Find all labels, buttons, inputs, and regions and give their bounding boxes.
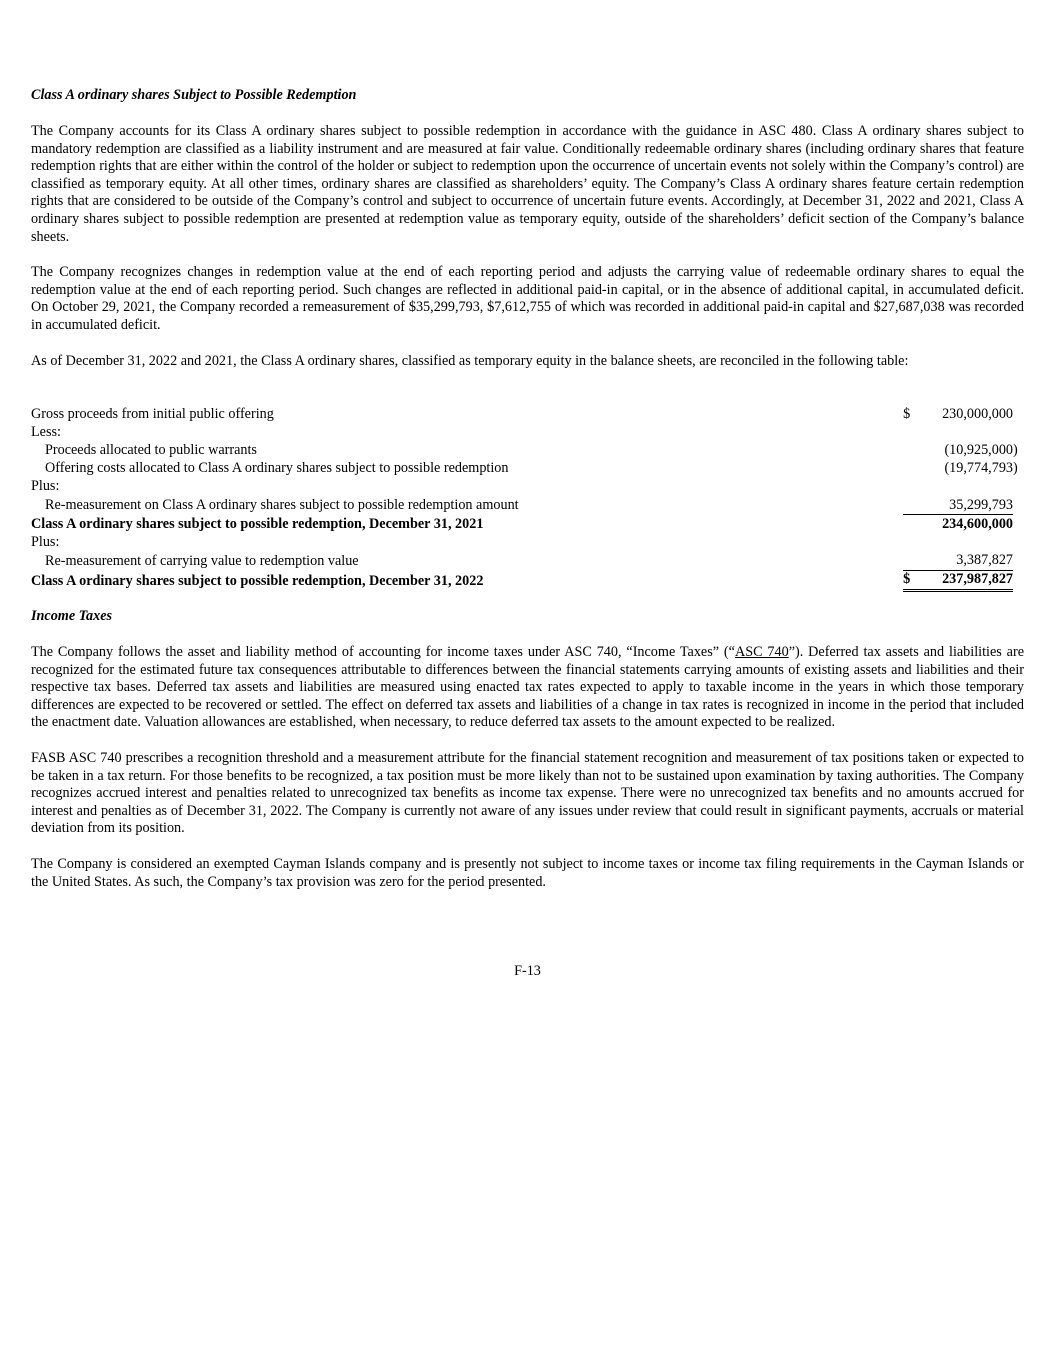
- row-value: (10,925,000: [944, 442, 1014, 459]
- row-dollar-sign: [903, 552, 933, 571]
- page-number: F-13: [514, 963, 541, 979]
- row-dollar-sign: [903, 515, 933, 534]
- row-label: Re-measurement on Class A ordinary shares subject to possible redemption amount: [45, 497, 519, 514]
- row-dollar-sign: [903, 442, 933, 460]
- table-row: [31, 405, 1024, 423]
- row-dollar-sign: [903, 423, 933, 441]
- table-row: [31, 460, 1024, 478]
- paragraph-fasb-recognition: FASB ASC 740 prescribes a recognition threshold and a measurement attribute for the financial statement recognition and measurement of tax positions taken or expected to be taken in a tax return. For those benefits to be recognized, a tax position must be more likely than not to be sustained upon examination by taxing authorities. The Company recognizes accrued interest and penalties related to unrecognized tax benefits as income tax expense. There were no unrecognized tax benefits and no amounts accrued for interest and penalties as of December 31, 2022. The Company is currently not aware of any issues under review that could result in significant payments, accruals or material deviation from its position.: [31, 749, 1024, 837]
- asc740-text-after: ”). Deferred tax assets and liabilities are recognized for the estimated future tax consequences attributable to differences between the financial statements carrying amounts of existing assets and liabilities and their respective tax bases. Deferred tax assets and liabilities are measured using enacted tax rates expected to apply to taxable income in the years in which those temporary differences are expected to be recovered or settled. The effect on deferred tax assets and liabilities of a change in tax rates is recognized in income in the period that included the enactment date. Valuation allowances are established, when necessary, to reduce deferred tax assets to the amount expected to be realized.: [31, 644, 1025, 731]
- section-heading-income-taxes: Income Taxes: [31, 608, 113, 624]
- row-paren: [1013, 496, 1024, 515]
- table-row: [31, 478, 1024, 496]
- row-value: 35,299,793: [933, 496, 1013, 515]
- row-dollar-sign: [903, 478, 933, 496]
- row-value: 3,387,827: [933, 552, 1013, 571]
- row-label: Proceeds allocated to public warrants: [45, 442, 257, 459]
- paragraph-redemption-accounting: The Company accounts for its Class A ordinary shares subject to possible redemption in accordance with the guidance in ASC 480. Class A ordinary shares subject to mandatory redemption are classified as a liability instrument and are measured at fair value. Conditionally redeemable ordinary shares (including ordinary shares that feature redemption rights that are either within the control of the holder or subject to redemption upon the occurrence of uncertain events not solely within the Company’s control) are classified as temporary equity. At all other times, ordinary shares are classified as shareholders’ equity. The Company’s Class A ordinary shares feature certain redemption rights that are considered to be outside of the Company’s control and subject to occurrence of uncertain future events. Accordingly, at December 31, 2022 and 2021, Class A ordinary shares subject to possible redemption are presented at redemption value as temporary equity, outside of the shareholders’ deficit section of the Company’s balance sheets.: [31, 123, 1024, 245]
- row-paren: [1013, 533, 1024, 551]
- row-value: 237,987,827: [933, 570, 1013, 590]
- table-row: [31, 533, 1024, 551]
- row-dollar-sign: [903, 496, 933, 515]
- row-paren: [1013, 405, 1024, 423]
- row-dollar-sign: [903, 460, 933, 478]
- paragraph-redemption-value-changes: The Company recognizes changes in redemption value at the end of each reporting period and adjusts the carrying value of redeemable ordinary shares to equal the redemption value at the end of each reporting period. Such changes are reflected in additional paid-in capital, or in the absence of additional capital, in accumulated deficit. On October 29, 2021, the Company recorded a remeasurement of $35,299,793, $7,612,755 of which was recorded in additional paid-in capital and $27,687,038 was recorded in accumulated deficit.: [31, 264, 1024, 333]
- row-value: [933, 478, 1013, 496]
- row-label: Plus:: [31, 478, 60, 495]
- table-row: [31, 496, 1024, 515]
- reconciliation-table: [31, 405, 1024, 592]
- table-row: [31, 515, 1024, 534]
- row-paren: [1013, 552, 1024, 571]
- row-paren: ): [1013, 460, 1018, 477]
- row-value: 234,600,000: [942, 515, 1014, 532]
- row-label: Plus:: [31, 534, 60, 551]
- table-row: [31, 442, 1024, 460]
- paragraph-reconciliation-intro: As of December 31, 2022 and 2021, the Class A ordinary shares, classified as temporary equity in the balance sheets, are reconciled in the following table:: [31, 352, 909, 369]
- row-dollar-sign: $: [903, 405, 911, 422]
- row-dollar-sign: [903, 533, 933, 551]
- row-label: Class A ordinary shares subject to possible redemption, December 31, 2022: [31, 572, 484, 589]
- row-dollar-sign: $: [903, 570, 933, 590]
- section-heading-redemption: Class A ordinary shares Subject to Possible Redemption: [31, 87, 357, 103]
- row-value: [933, 423, 1013, 441]
- table-row: [31, 552, 1024, 571]
- row-label: Re-measurement of carrying value to redemption value: [45, 552, 359, 569]
- row-value: (19,774,793: [944, 460, 1014, 477]
- row-paren: [1013, 423, 1024, 441]
- row-paren: ): [1013, 442, 1018, 459]
- row-value: 230,000,000: [942, 405, 1014, 422]
- asc740-text-before: The Company follows the asset and liability method of accounting for income taxes under ASC 740, “Income Taxes” (“: [31, 644, 735, 660]
- table-row: [31, 423, 1024, 441]
- document-page: [31, 87, 1024, 891]
- row-label: Gross proceeds from initial public offering: [31, 405, 274, 422]
- row-value: [933, 533, 1013, 551]
- paragraph-cayman-exempt: The Company is considered an exempted Cayman Islands company and is presently not subject to income taxes or income tax filing requirements in the Cayman Islands or the United States. As such, the Company’s tax provision was zero for the period presented.: [31, 855, 1024, 890]
- table-row: [31, 570, 1024, 590]
- row-label: Offering costs allocated to Class A ordinary shares subject to possible redemption: [45, 460, 509, 477]
- paragraph-asc740-method: [31, 644, 1024, 732]
- row-paren: [1013, 478, 1024, 496]
- asc740-link[interactable]: ASC 740: [734, 644, 789, 660]
- row-label: Class A ordinary shares subject to possible redemption, December 31, 2021: [31, 515, 484, 532]
- row-paren: [1013, 515, 1024, 534]
- row-label: Less:: [31, 423, 61, 440]
- row-paren: [1013, 570, 1024, 590]
